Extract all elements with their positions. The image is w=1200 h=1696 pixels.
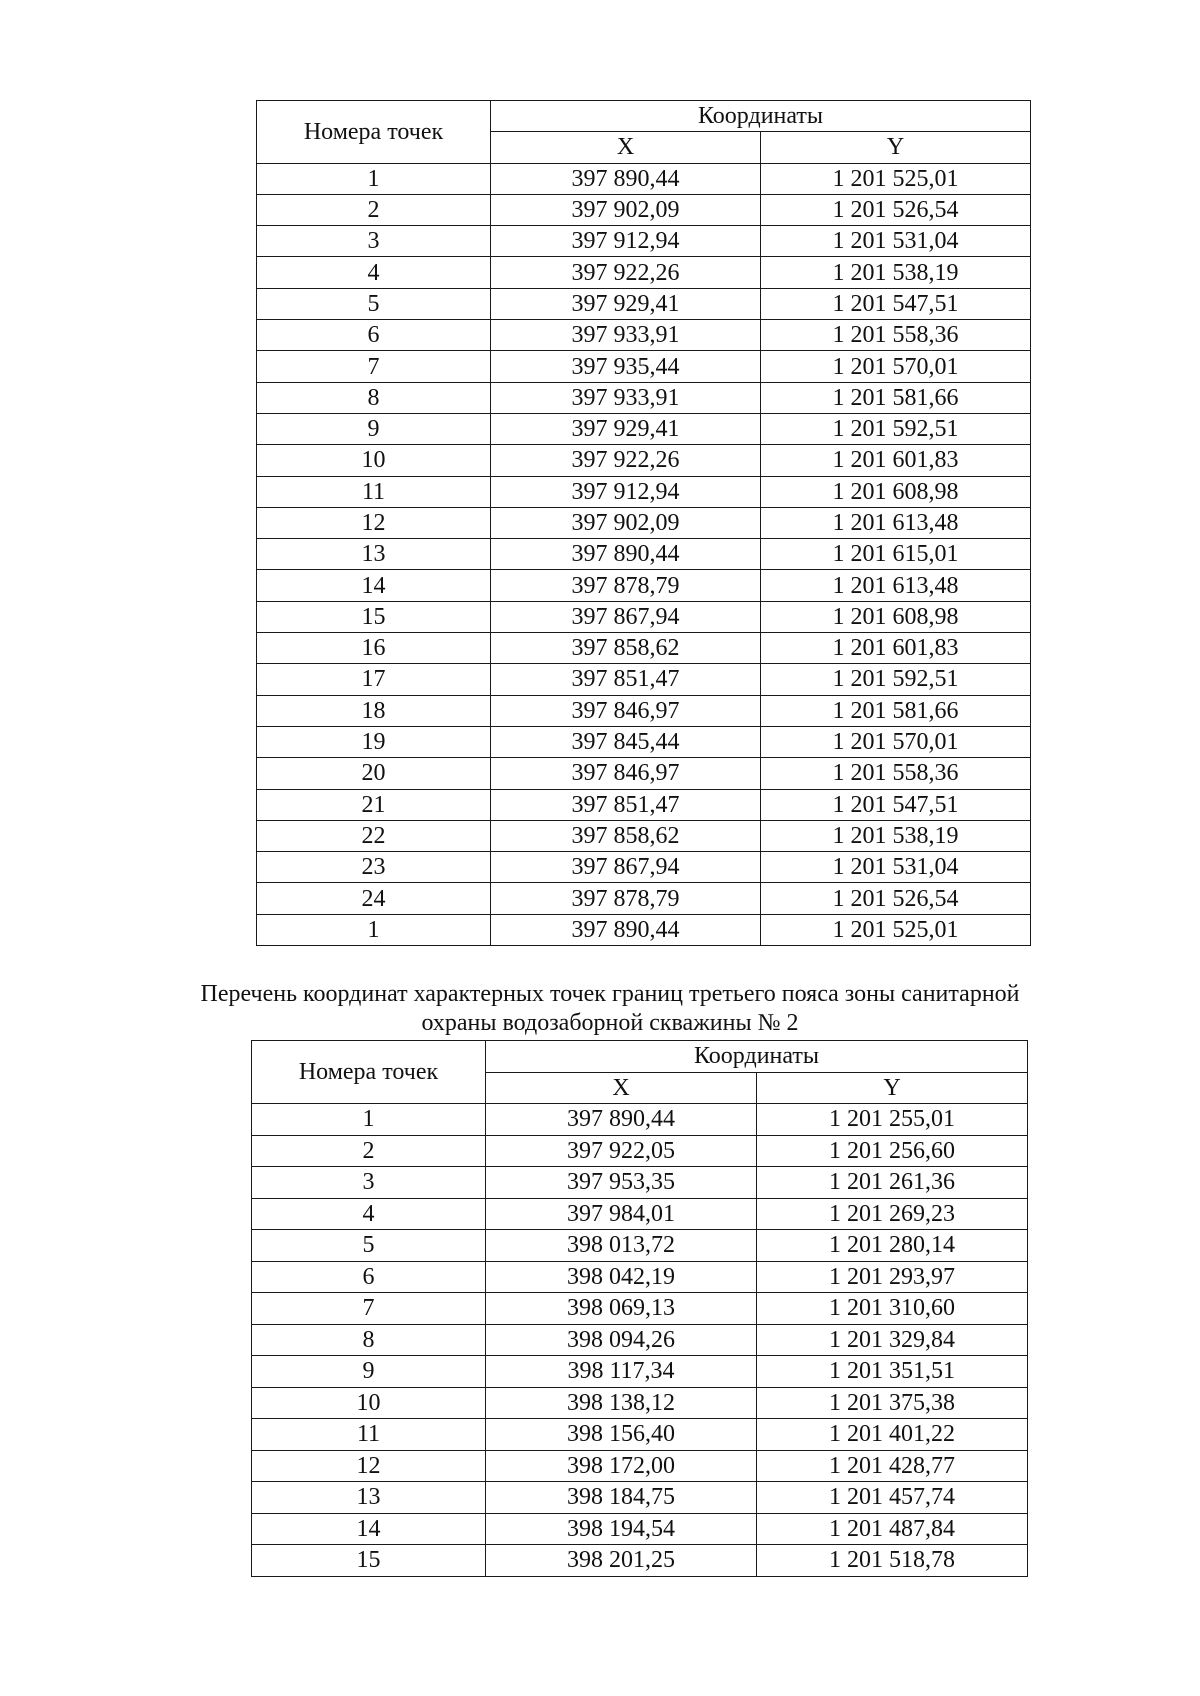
x-coordinate-cell: 397 953,35: [486, 1167, 757, 1199]
table-2-heading: [150, 980, 1070, 1038]
table-row: [257, 507, 1031, 538]
x-coordinate-cell: 397 929,41: [491, 413, 761, 444]
y-coordinate-cell: 1 201 526,54: [761, 883, 1031, 914]
point-number-cell: 5: [252, 1230, 486, 1262]
table-row: [252, 1293, 1028, 1325]
table-row: [257, 163, 1031, 194]
x-coordinate-cell: 397 935,44: [491, 351, 761, 382]
point-number-cell: 19: [257, 726, 491, 757]
point-number-cell: 13: [252, 1482, 486, 1514]
x-coordinate-cell: 397 912,94: [491, 226, 761, 257]
y-coordinate-cell: 1 201 538,19: [761, 820, 1031, 851]
x-coordinate-cell: 397 933,91: [491, 320, 761, 351]
table-row: [252, 1135, 1028, 1167]
point-number-cell: 3: [252, 1167, 486, 1199]
x-coordinate-cell: 398 156,40: [486, 1419, 757, 1451]
x-coordinate-cell: 398 194,54: [486, 1513, 757, 1545]
point-number-cell: 14: [257, 570, 491, 601]
y-coordinate-cell: 1 201 255,01: [757, 1104, 1028, 1136]
table-row: [257, 852, 1031, 883]
x-coordinate-cell: 398 069,13: [486, 1293, 757, 1325]
table-row: [257, 445, 1031, 476]
y-coordinate-cell: 1 201 518,78: [757, 1545, 1028, 1577]
y-coordinate-cell: 1 201 581,66: [761, 695, 1031, 726]
y-coordinate-cell: 1 201 256,60: [757, 1135, 1028, 1167]
x-coordinate-cell: 397 867,94: [491, 601, 761, 632]
point-number-cell: 7: [252, 1293, 486, 1325]
table-body: [257, 163, 1031, 945]
point-number-cell: 11: [257, 476, 491, 507]
x-coordinate-cell: 397 902,09: [491, 507, 761, 538]
x-coordinate-cell: 398 042,19: [486, 1261, 757, 1293]
x-coordinate-cell: 397 846,97: [491, 695, 761, 726]
point-number-cell: 6: [257, 320, 491, 351]
x-coordinate-cell: 397 890,44: [491, 914, 761, 945]
y-coordinate-cell: 1 201 487,84: [757, 1513, 1028, 1545]
table-row: [257, 695, 1031, 726]
point-number-cell: 4: [252, 1198, 486, 1230]
y-coordinate-cell: 1 201 310,60: [757, 1293, 1028, 1325]
x-coordinate-cell: 397 902,09: [491, 194, 761, 225]
table-row: [257, 570, 1031, 601]
table-row: [252, 1419, 1028, 1451]
x-coordinate-cell: 397 846,97: [491, 758, 761, 789]
y-coordinate-cell: 1 201 608,98: [761, 476, 1031, 507]
point-number-cell: 15: [252, 1545, 486, 1577]
table-row: [257, 382, 1031, 413]
point-number-cell: 3: [257, 226, 491, 257]
y-coordinate-cell: 1 201 280,14: [757, 1230, 1028, 1262]
point-number-cell: 8: [252, 1324, 486, 1356]
table-body: [252, 1104, 1028, 1577]
y-coordinate-cell: 1 201 293,97: [757, 1261, 1028, 1293]
coordinates-column-header: Координаты: [486, 1041, 1028, 1073]
table-row: [252, 1230, 1028, 1262]
table-row: [252, 1450, 1028, 1482]
table-row: [252, 1356, 1028, 1388]
points-column-header: Номера точек: [252, 1041, 486, 1104]
x-coordinate-cell: 397 933,91: [491, 382, 761, 413]
point-number-cell: 22: [257, 820, 491, 851]
point-number-cell: 1: [257, 163, 491, 194]
x-coordinate-cell: 397 912,94: [491, 476, 761, 507]
point-number-cell: 18: [257, 695, 491, 726]
table-row: [252, 1198, 1028, 1230]
y-coordinate-cell: 1 201 581,66: [761, 382, 1031, 413]
table-row: [257, 194, 1031, 225]
y-coordinate-cell: 1 201 613,48: [761, 507, 1031, 538]
y-coordinate-cell: 1 201 525,01: [761, 914, 1031, 945]
x-coordinate-cell: 397 878,79: [491, 883, 761, 914]
x-coordinate-cell: 397 922,26: [491, 257, 761, 288]
point-number-cell: 5: [257, 288, 491, 319]
y-coordinate-cell: 1 201 261,36: [757, 1167, 1028, 1199]
y-coordinate-cell: 1 201 592,51: [761, 664, 1031, 695]
table-row: [257, 820, 1031, 851]
point-number-cell: 24: [257, 883, 491, 914]
table-header-row: [252, 1041, 1028, 1073]
x-coordinate-cell: 398 184,75: [486, 1482, 757, 1514]
x-coordinate-cell: 398 138,12: [486, 1387, 757, 1419]
x-coordinate-cell: 398 201,25: [486, 1545, 757, 1577]
table-row: [252, 1261, 1028, 1293]
point-number-cell: 9: [252, 1356, 486, 1388]
table-row: [257, 883, 1031, 914]
y-coordinate-cell: 1 201 613,48: [761, 570, 1031, 601]
point-number-cell: 6: [252, 1261, 486, 1293]
x-coordinate-cell: 398 094,26: [486, 1324, 757, 1356]
coordinates-column-header: Координаты: [491, 101, 1031, 132]
y-coordinate-cell: 1 201 592,51: [761, 413, 1031, 444]
point-number-cell: 1: [257, 914, 491, 945]
y-coordinate-cell: 1 201 558,36: [761, 320, 1031, 351]
point-number-cell: 15: [257, 601, 491, 632]
point-number-cell: 16: [257, 633, 491, 664]
y-coordinate-cell: 1 201 457,74: [757, 1482, 1028, 1514]
x-coordinate-cell: 397 858,62: [491, 820, 761, 851]
point-number-cell: 12: [252, 1450, 486, 1482]
table-row: [257, 226, 1031, 257]
point-number-cell: 1: [252, 1104, 486, 1136]
table-row: [257, 726, 1031, 757]
y-coordinate-cell: 1 201 428,77: [757, 1450, 1028, 1482]
table-row: [252, 1482, 1028, 1514]
table-row: [257, 789, 1031, 820]
y-coordinate-cell: 1 201 547,51: [761, 288, 1031, 319]
y-column-header: Y: [757, 1072, 1028, 1104]
table-row: [257, 601, 1031, 632]
table-row: [257, 914, 1031, 945]
heading-line-1: Перечень координат характерных точек границ третьего пояса зоны санитарной: [200, 981, 1020, 1007]
x-coordinate-cell: 397 851,47: [491, 664, 761, 695]
y-coordinate-cell: 1 201 531,04: [761, 226, 1031, 257]
table-row: [252, 1513, 1028, 1545]
y-coordinate-cell: 1 201 547,51: [761, 789, 1031, 820]
x-coordinate-cell: 397 929,41: [491, 288, 761, 319]
x-coordinate-cell: 397 851,47: [491, 789, 761, 820]
point-number-cell: 8: [257, 382, 491, 413]
point-number-cell: 20: [257, 758, 491, 789]
table-row: [257, 633, 1031, 664]
y-coordinate-cell: 1 201 351,51: [757, 1356, 1028, 1388]
x-coordinate-cell: 398 117,34: [486, 1356, 757, 1388]
point-number-cell: 21: [257, 789, 491, 820]
table-row: [257, 413, 1031, 444]
y-coordinate-cell: 1 201 375,38: [757, 1387, 1028, 1419]
table-header-row: [257, 101, 1031, 132]
point-number-cell: 17: [257, 664, 491, 695]
x-coordinate-cell: 398 013,72: [486, 1230, 757, 1262]
table-row: [252, 1545, 1028, 1577]
x-coordinate-cell: 397 858,62: [491, 633, 761, 664]
point-number-cell: 13: [257, 539, 491, 570]
point-number-cell: 12: [257, 507, 491, 538]
heading-line-2: охраны водозаборной скважины № 2: [421, 1010, 799, 1036]
y-coordinate-cell: 1 201 531,04: [761, 852, 1031, 883]
y-coordinate-cell: 1 201 608,98: [761, 601, 1031, 632]
point-number-cell: 7: [257, 351, 491, 382]
y-coordinate-cell: 1 201 525,01: [761, 163, 1031, 194]
point-number-cell: 14: [252, 1513, 486, 1545]
y-coordinate-cell: 1 201 538,19: [761, 257, 1031, 288]
y-column-header: Y: [761, 132, 1031, 163]
point-number-cell: 11: [252, 1419, 486, 1451]
x-coordinate-cell: 397 890,44: [491, 163, 761, 194]
y-coordinate-cell: 1 201 329,84: [757, 1324, 1028, 1356]
table-row: [252, 1104, 1028, 1136]
y-coordinate-cell: 1 201 570,01: [761, 726, 1031, 757]
point-number-cell: 2: [252, 1135, 486, 1167]
y-coordinate-cell: 1 201 570,01: [761, 351, 1031, 382]
point-number-cell: 10: [252, 1387, 486, 1419]
x-coordinate-cell: 398 172,00: [486, 1450, 757, 1482]
y-coordinate-cell: 1 201 601,83: [761, 445, 1031, 476]
x-coordinate-cell: 397 845,44: [491, 726, 761, 757]
x-coordinate-cell: 397 890,44: [491, 539, 761, 570]
table-row: [252, 1167, 1028, 1199]
points-column-header: Номера точек: [257, 101, 491, 164]
coordinates-table-2: [251, 1040, 1028, 1577]
coordinates-table-1: [256, 100, 1031, 946]
y-coordinate-cell: 1 201 269,23: [757, 1198, 1028, 1230]
x-column-header: X: [486, 1072, 757, 1104]
table-row: [257, 288, 1031, 319]
point-number-cell: 9: [257, 413, 491, 444]
y-coordinate-cell: 1 201 526,54: [761, 194, 1031, 225]
table-row: [257, 664, 1031, 695]
table-row: [257, 257, 1031, 288]
point-number-cell: 23: [257, 852, 491, 883]
y-coordinate-cell: 1 201 601,83: [761, 633, 1031, 664]
point-number-cell: 2: [257, 194, 491, 225]
x-coordinate-cell: 397 890,44: [486, 1104, 757, 1136]
table-row: [257, 758, 1031, 789]
table-row: [257, 320, 1031, 351]
x-coordinate-cell: 397 867,94: [491, 852, 761, 883]
point-number-cell: 4: [257, 257, 491, 288]
y-coordinate-cell: 1 201 558,36: [761, 758, 1031, 789]
y-coordinate-cell: 1 201 401,22: [757, 1419, 1028, 1451]
table-row: [257, 351, 1031, 382]
table-row: [257, 539, 1031, 570]
x-coordinate-cell: 397 984,01: [486, 1198, 757, 1230]
table-row: [257, 476, 1031, 507]
y-coordinate-cell: 1 201 615,01: [761, 539, 1031, 570]
table-row: [252, 1324, 1028, 1356]
point-number-cell: 10: [257, 445, 491, 476]
x-coordinate-cell: 397 878,79: [491, 570, 761, 601]
table-row: [252, 1387, 1028, 1419]
x-coordinate-cell: 397 922,05: [486, 1135, 757, 1167]
x-coordinate-cell: 397 922,26: [491, 445, 761, 476]
x-column-header: X: [491, 132, 761, 163]
